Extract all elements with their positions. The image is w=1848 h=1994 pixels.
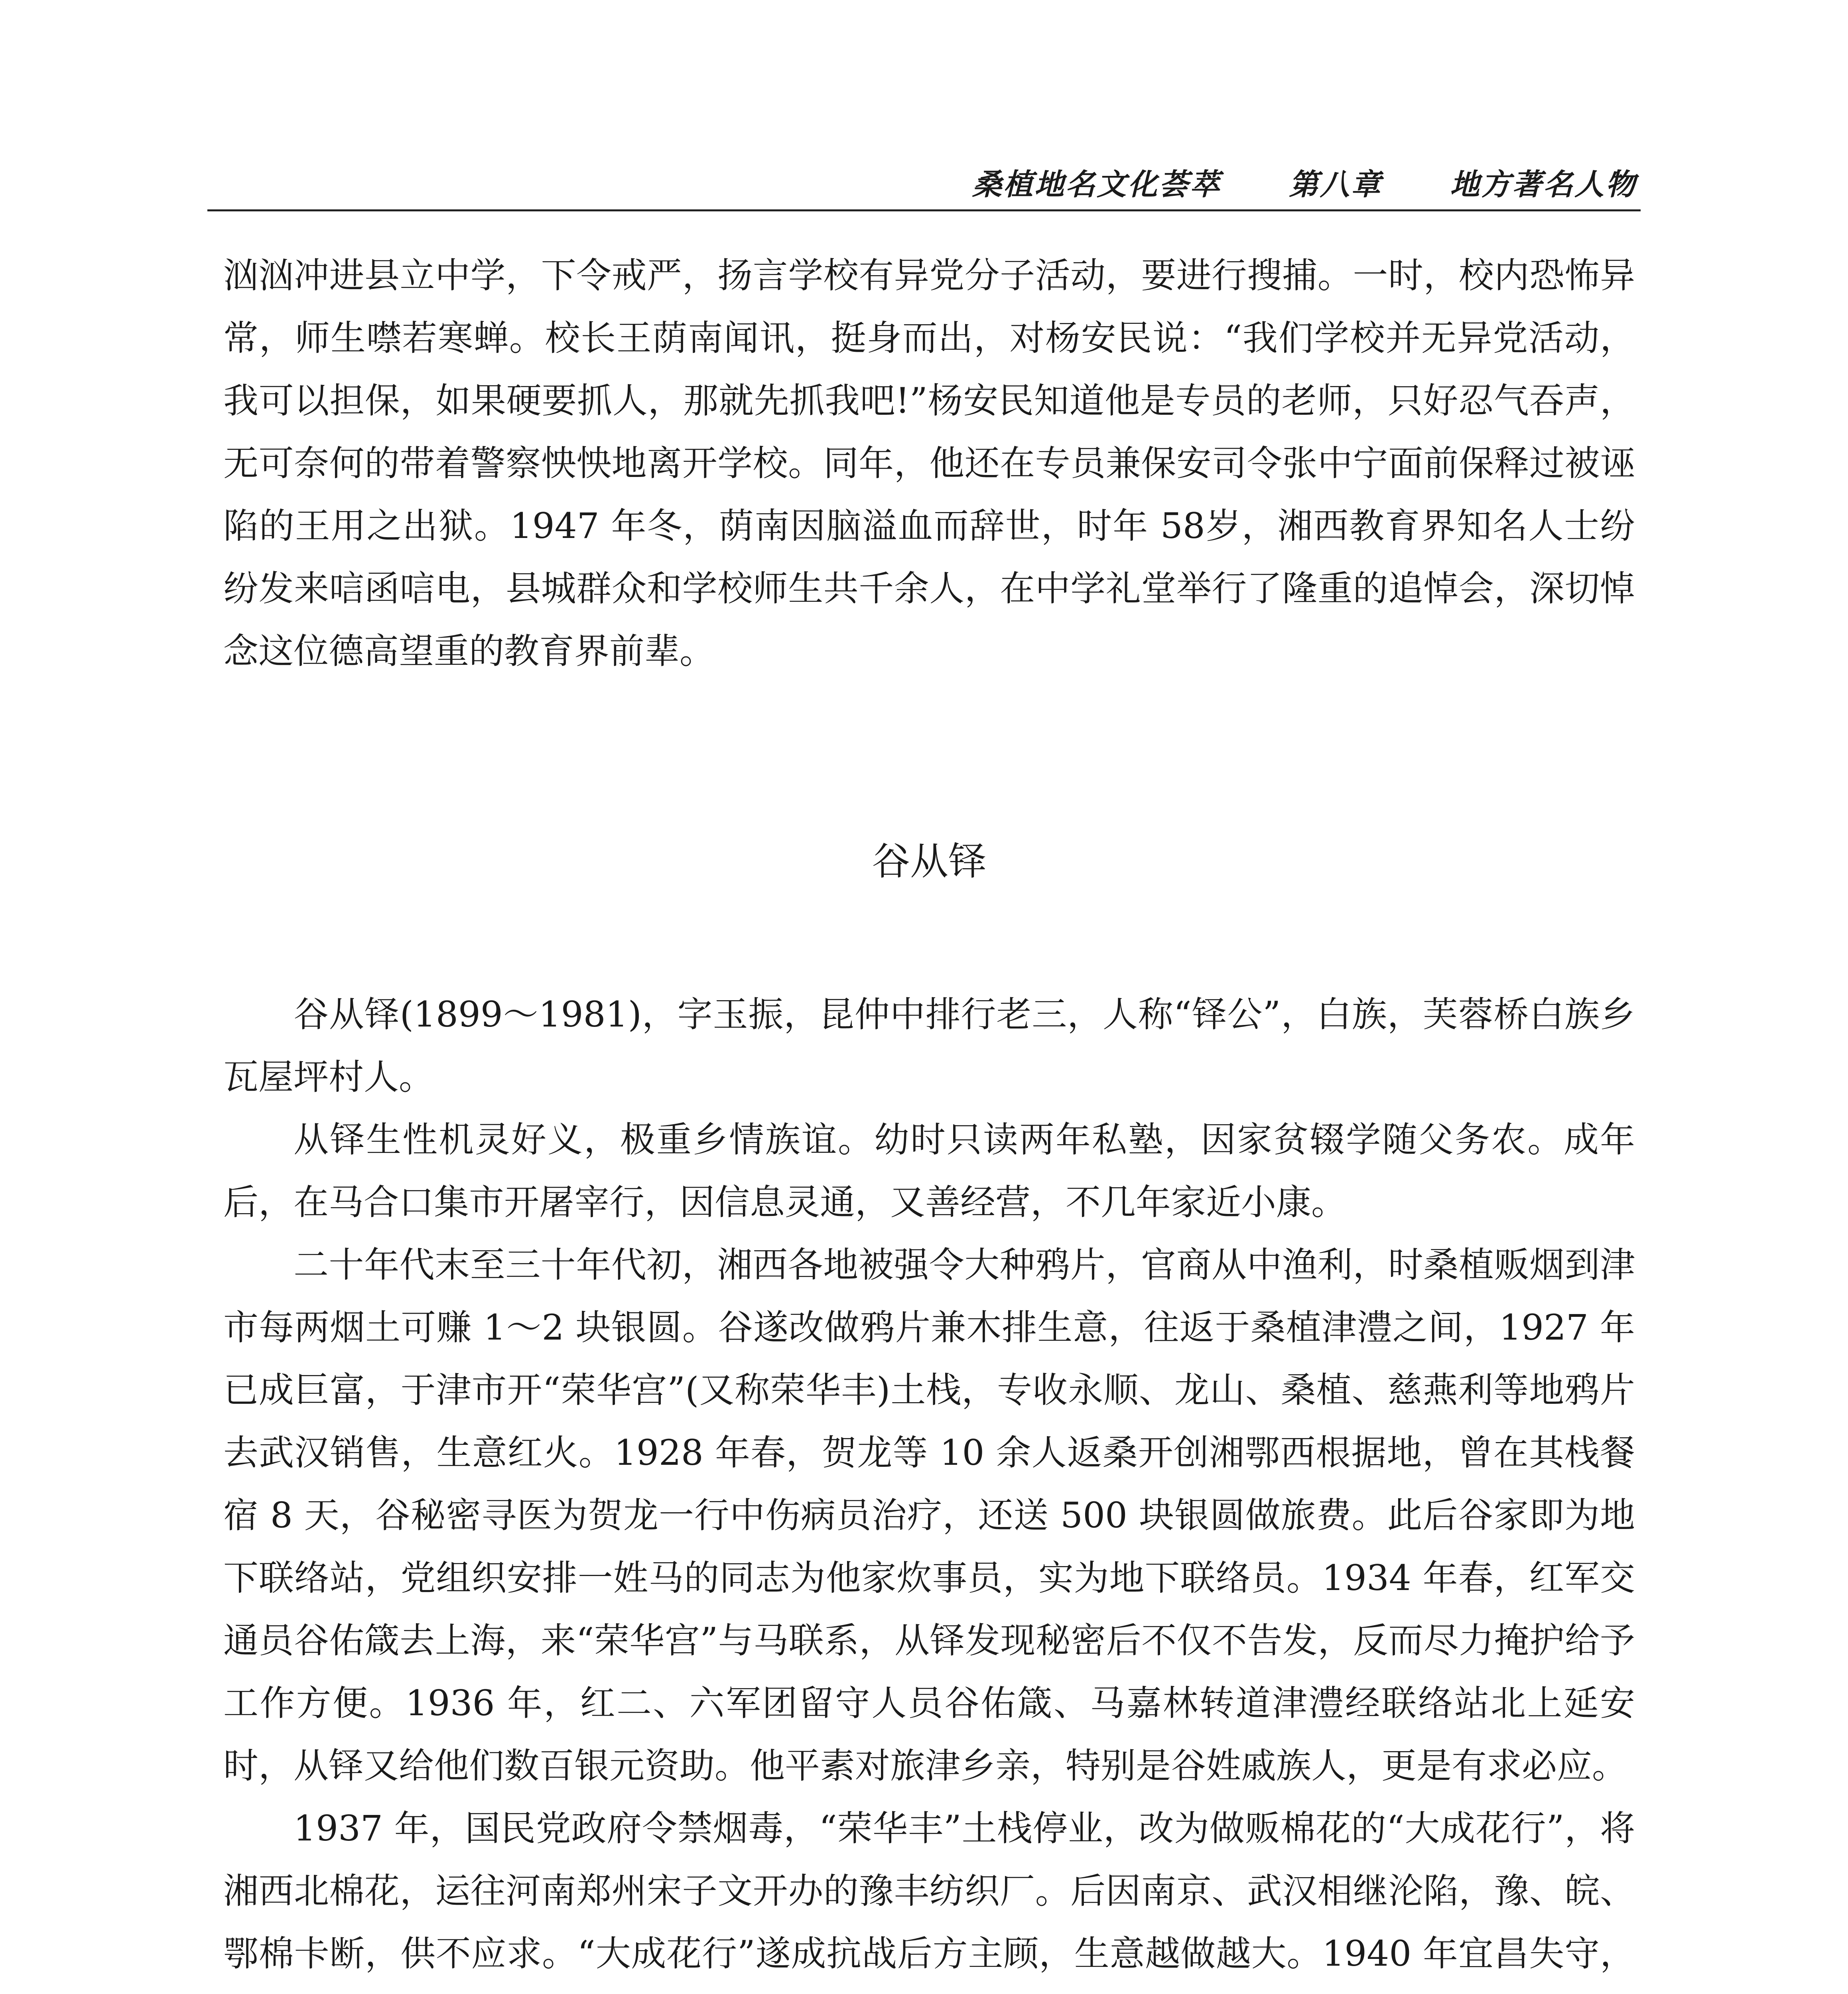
article-body: [223, 983, 1635, 1994]
section-title: 谷从铎: [872, 839, 987, 884]
running-header: [211, 152, 1637, 203]
header-chapter: 第八章: [1289, 167, 1382, 202]
header-rule: [207, 209, 1641, 211]
paragraph-opium-trade: 二十年代末至三十年代初，湘西各地被强令大种鸦片，官商从中渔利，时桑植贩烟到津市每两烟土可赚 1～2 块银圆。谷遂改做鸦片兼木排生意，往返于桑植津澧之间，1927 年已成巨富，于津市开“荣华宫”(又称荣华丰)土栈，专收永顺、龙山、桑植、慈燕利等地鸦片去武汉销售，生意红火。1928 年春，贺龙等 10 余人返桑开创湘鄂西根据地，曾在其栈餐宿 8 天，谷秘密寻医为贺龙一行中伤病员治疗，还送 500 块银圆做旅费。此后谷家即为地下联络站，党组织安排一姓马的同志为他家炊事员，实为地下联络员。1934 年春，红军交通员谷佑箴去上海，来“荣华宫”与马联系，从铎发现秘密后不仅不告发，反而尽力掩护给予工作方便。1936 年，红二、六军团留守人员谷佑箴、马嘉林转道津澧经联络站北上延安时，从铎又给他们数百银元资助。他平素对旅津乡亲，特别是谷姓戚族人，更是有求必应。: [223, 1244, 1635, 1786]
top-paragraph: 汹汹冲进县立中学，下令戒严，扬言学校有异党分子活动，要进行搜捕。一时，校内恐怖异常，师生噤若寒蝉。校长王荫南闻讯，挺身而出，对杨安民说：“我们学校并无异党活动，我可以担保，如果硬要抓人，那就先抓我吧!”杨安民知道他是专员的老师，只好忍气吞声，无可奈何的带着警察怏怏地离开学校。同年，他还在专员兼保安司令张中宁面前保释过被诬陷的王用之出狱。1947 年冬，荫南因脑溢血而辞世，时年 58岁，湘西教育界知名人士纷纷发来唁函唁电，县城群众和学校师生共千余人，在中学礼堂举行了隆重的追悼会，深切悼念这位德高望重的教育界前辈。: [223, 255, 1635, 672]
header-chapter-title: 地方著名人物: [1450, 167, 1637, 202]
top-text-block: [223, 244, 1635, 682]
paragraph-cotton-trade: 1937 年，国民党政府令禁烟毒，“荣华丰”土栈停业，改为做贩棉花的“大成花行”，将湘西北棉花，运往河南郑州宋子文开办的豫丰纺织厂。后因南京、武汉相继沦陷，豫、皖、鄂棉卡断，供不应求。“大成花行”遂成抗战后方主顾，生意越做越大。1940 年宜昌失守，: [223, 1808, 1635, 1974]
paragraph-intro: 谷从铎(1899～1981)，字玉振，昆仲中排行老三，人称“铎公”，白族，芙蓉桥白族乡瓦屋坪村人。: [223, 994, 1635, 1097]
header-book-title: 桑植地名文化荟萃: [972, 167, 1221, 202]
paragraph-early-life: 从铎生性机灵好义，极重乡情族谊。幼时只读两年私塾，因家贫辍学随父务农。成年后，在马合口集市开屠宰行，因信息灵通，又善经营，不几年家近小康。: [223, 1119, 1635, 1223]
